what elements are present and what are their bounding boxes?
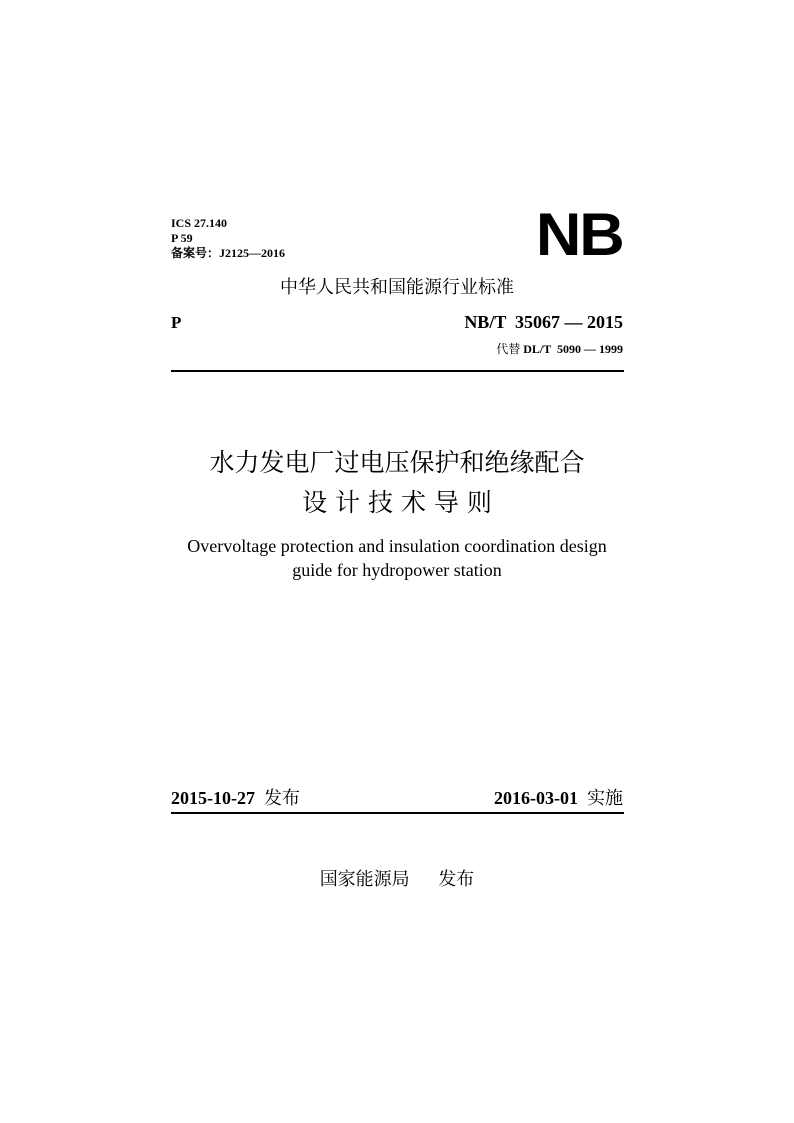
standard-category: 中华人民共和国能源行业标准 <box>280 277 514 298</box>
implement-date-line <box>494 784 623 810</box>
publisher-action: 发布 <box>438 869 475 890</box>
issue-date: 2015-10-27 <box>171 788 255 808</box>
publisher-name: 国家能源局 <box>319 869 410 890</box>
issue-date-line <box>171 784 300 810</box>
implement-label: 实施 <box>587 788 623 809</box>
top-divider <box>171 370 624 372</box>
implement-date: 2016-03-01 <box>494 788 578 808</box>
bottom-divider <box>171 812 624 814</box>
issue-label: 发布 <box>264 788 300 809</box>
publisher-line <box>0 865 794 891</box>
record-number: 备案号：J2125—2016 <box>171 246 286 260</box>
title-cn-line1: 水力发电厂过电压保护和绝缘配合 <box>209 448 585 477</box>
nb-logo: NB <box>536 201 623 268</box>
ics-code: ICS 27.140 <box>171 216 228 230</box>
title-en-line2: guide for hydropower station <box>292 560 502 580</box>
classification-block <box>171 216 285 261</box>
title-cn-line2: 设 计 技 术 导 则 <box>302 488 492 517</box>
replaces-label: 代替 <box>496 342 521 356</box>
class-letter: P <box>171 313 182 332</box>
replaces-number: DL/T 5090 — 1999 <box>520 342 623 356</box>
title-en-line1: Overvoltage protection and insulation coordination design <box>187 536 607 556</box>
standard-number: NB/T 35067 — 2015 <box>464 312 623 332</box>
replaces-line <box>496 340 623 357</box>
p-class-code: P 59 <box>171 231 193 245</box>
